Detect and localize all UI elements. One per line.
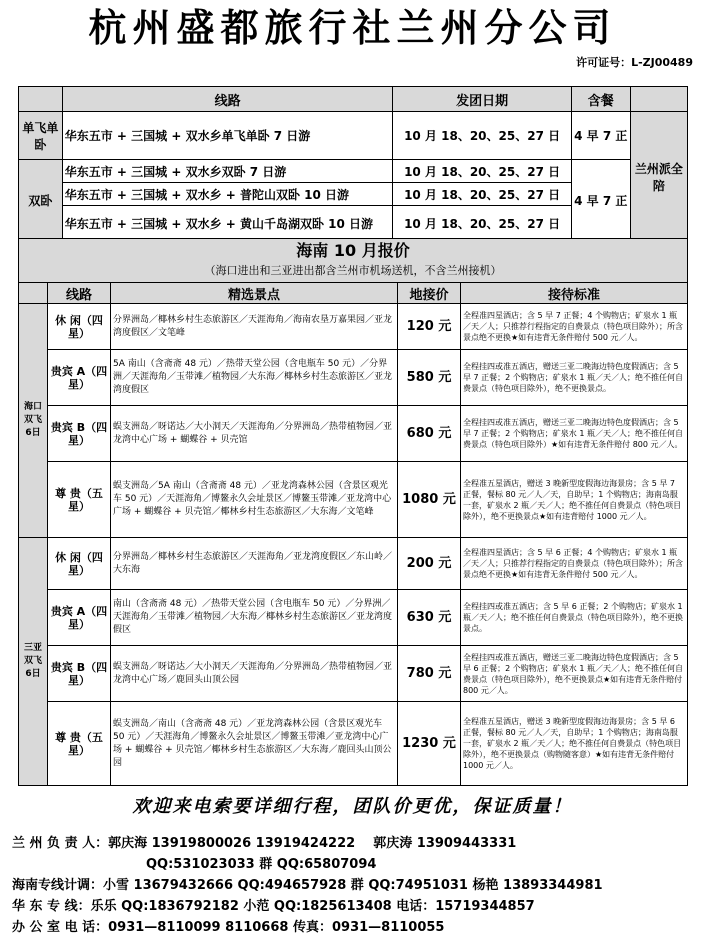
hainan-table xyxy=(18,282,688,786)
spots-cell: 蜈支洲岛／呀诺达／大小洞天／天涯海角／分界洲岛／热带植物园／亚龙湾中心广场 + 蝴蝶谷 + 贝壳馆 xyxy=(111,406,398,462)
corner-cell xyxy=(19,283,48,304)
meal-cell: 4 早 7 正 xyxy=(571,112,630,160)
contact-line: 华 东 专 线：乐乐 QQ:1836792182 小范 QQ:1825613408 电话：15719344857 xyxy=(12,899,535,914)
date-cell: 10 月 18、20、25、27 日 xyxy=(393,112,571,160)
standard-cell: 全程准四星酒店；含 5 早 6 正餐；4 个购物店；矿泉水 1 瓶／天／人；只推荐行程指定的自费景点（特色项目除外）；所含景点绝不更换★如有违背无条件赔付 500 元／人。 xyxy=(461,538,688,590)
price-cell: 630 元 xyxy=(398,590,461,646)
price-cell: 580 元 xyxy=(398,350,461,406)
level-cell: 贵宾 A（四星） xyxy=(48,590,111,646)
spots-cell: 分界洲岛／椰林乡村生态旅游区／天涯海角／亚龙湾度假区／东山岭／大东海 xyxy=(111,538,398,590)
contact-line: QQ:531023033 群 QQ:65807094 xyxy=(146,857,377,872)
standard-header: 接待标准 xyxy=(461,283,688,304)
standard-cell: 全程准四星酒店；含 5 早 7 正餐；4 个购物店；矿泉水 1 瓶／天／人；只推荐行程指定的自费景点（特色项目除外）；所含景点绝不更换★如有违背无条件赔付 500 元／人。 xyxy=(461,304,688,350)
route-header: 线路 xyxy=(48,283,111,304)
contact-second: 郭庆涛 13909443331 xyxy=(373,836,517,851)
contact-main: 兰 州 负 责 人：郭庆海 13919800026 13919424222 xyxy=(12,836,356,851)
price-cell: 780 元 xyxy=(398,646,461,702)
standard-cell: 全程准五星酒店，赠送 3 晚新型度假海边海景房；含 5 早 6 正餐，餐标 80 元／人／天，自助早；1 个购物店；海南岛服一套，矿泉水 2 瓶／天／人；绝不推任何自费景点（特色项目除外），绝不更换景点（购物随客意）★如有违背无条件赔付 1000 元／人。 xyxy=(461,702,688,786)
haikou-label: 海口双飞6日 xyxy=(19,304,48,538)
sanya-label: 三亚双飞6日 xyxy=(19,538,48,786)
blank-header xyxy=(630,87,687,112)
date-cell: 10 月 18、20、25、27 日 xyxy=(393,206,571,242)
level-cell: 尊 贵（五星） xyxy=(48,462,111,538)
date-cell: 10 月 18、20、25、27 日 xyxy=(393,160,571,183)
level-cell: 尊 贵（五星） xyxy=(48,702,111,786)
spots-cell: 蜈支洲岛／南山（含斋斋 48 元）／亚龙湾森林公园（含景区观光车 50 元）／天涯海角／博鳌永久会址景区／博鳌玉带滩／亚龙湾中心广场 + 蝴蝶谷 + 贝壳馆／椰林乡村生态旅游区／大东海／鹿回头山顶公园 xyxy=(111,702,398,786)
hainan-banner xyxy=(18,238,688,284)
meal-header: 含餐 xyxy=(571,87,630,112)
standard-cell: 全程挂四或准五酒店；含 5 早 6 正餐；2 个购物店；矿泉水 1 瓶／天／人；绝不推任何自费景点（特色项目除外），绝不更换景点。 xyxy=(461,590,688,646)
single-label: 单飞单卧 xyxy=(19,112,63,160)
level-cell: 休 闲（四星） xyxy=(48,304,111,350)
price-cell: 120 元 xyxy=(398,304,461,350)
contact-line xyxy=(12,833,695,854)
contact-footer xyxy=(12,833,695,938)
standard-cell: 全程挂四或准五酒店，赠送三亚二晚海边特色度假酒店；含 5 早 7 正餐；2 个购物店；矿泉水 1 瓶／天／人；绝不推任何自费景点（特色项目除外），绝不更换景点。 xyxy=(461,350,688,406)
route-cell: 华东五市 + 三国城 + 双水乡单飞单卧 7 日游 xyxy=(62,112,393,160)
date-cell: 10 月 18、20、25、27 日 xyxy=(393,183,571,206)
meal-cell: 4 早 7 正 xyxy=(571,160,630,242)
route-header: 线路 xyxy=(62,87,393,112)
level-cell: 贵宾 B（四星） xyxy=(48,646,111,702)
contact-line: 海南专线计调：小雪 13679432666 QQ:494657928 群 QQ:74951031 杨艳 13893344981 xyxy=(12,878,603,893)
spots-header: 精选景点 xyxy=(111,283,398,304)
price-cell: 1080 元 xyxy=(398,462,461,538)
spots-cell: 南山（含斋斋 48 元）／热带天堂公园（含电瓶车 50 元）／分界洲／天涯海角／玉带滩／植物园／大东海／椰林乡村生态旅游区／亚龙湾度假区 xyxy=(111,590,398,646)
date-header: 发团日期 xyxy=(393,87,571,112)
spots-cell: 蜈支洲岛／呀诺达／大小洞天／天涯海角／分界洲岛／热带植物园／亚龙湾中心广场／鹿回头山顶公园 xyxy=(111,646,398,702)
spots-cell: 5A 南山（含斋斋 48 元）／热带天堂公园（含电瓶车 50 元）／分界洲／天涯海角／玉带滩／植物园／大东海／椰林乡村生态旅游区／亚龙湾度假区 xyxy=(111,350,398,406)
welcome-slogan: 欢迎来电索要详细行程，团队价更优，保证质量！ xyxy=(132,796,573,817)
price-header: 地接价 xyxy=(398,283,461,304)
double-label: 双卧 xyxy=(19,160,63,242)
level-cell: 贵宾 A（四星） xyxy=(48,350,111,406)
guide-cell: 兰州派全陪 xyxy=(630,112,687,242)
route-cell: 华东五市 + 三国城 + 双水乡 + 普陀山双卧 10 日游 xyxy=(62,183,393,206)
license-number: 许可证号：L-ZJ00489 xyxy=(576,56,693,69)
route-cell: 华东五市 + 三国城 + 双水乡 + 黄山千岛湖双卧 10 日游 xyxy=(62,206,393,242)
contact-line: 办 公 室 电 话：0931—8110099 8110668 传真：0931—8110055 xyxy=(12,920,445,935)
hainan-title: 海南 10 月报价 xyxy=(296,241,410,260)
level-cell: 休 闲（四星） xyxy=(48,538,111,590)
east-china-table xyxy=(18,86,688,242)
route-cell: 华东五市 + 三国城 + 双水乡双卧 7 日游 xyxy=(62,160,393,183)
spots-cell: 分界洲岛／椰林乡村生态旅游区／天涯海角／海南农垦万嘉果园／亚龙湾度假区／文笔峰 xyxy=(111,304,398,350)
page-title: 杭州盛都旅行社兰州分公司 xyxy=(88,6,617,50)
price-cell: 680 元 xyxy=(398,406,461,462)
price-cell: 200 元 xyxy=(398,538,461,590)
standard-cell: 全程准五星酒店，赠送 3 晚新型度假海边海景房；含 5 早 7 正餐，餐标 80 元／人／天，自助早；1 个购物店；海南岛服一套，矿泉水 2 瓶／天／人；绝不推任何自费景点（特色项目除外），绝不更换景点★如有违背赔付 1000 元／人。 xyxy=(461,462,688,538)
standard-cell: 全程挂四或准五酒店，赠送三亚二晚海边特色度假酒店；含 5 早 7 正餐；2 个购物店；矿泉水 1 瓶／天／人；绝不推任何自费景点（特色项目除外）★如有违背无条件赔付 800 元／人。 xyxy=(461,406,688,462)
spots-cell: 蜈支洲岛／5A 南山（含斋斋 48 元）／亚龙湾森林公园（含景区观光车 50 元）／天涯海角／博鳌永久会址景区／博鳌玉带滩／亚龙湾中心广场 + 蝴蝶谷 + 贝壳馆／椰林乡村生态旅游区／大东海／文笔峰 xyxy=(111,462,398,538)
level-cell: 贵宾 B（四星） xyxy=(48,406,111,462)
standard-cell: 全程挂四或准五酒店，赠送三亚二晚海边特色度假酒店；含 5 早 6 正餐；2 个购物店；矿泉水 1 瓶／天／人；绝不推任何自费景点（特色项目除外），绝不更换景点★如有违背无条件赔付 800 元／人。 xyxy=(461,646,688,702)
hainan-note: （海口进出和三亚进出都含兰州市机场送机，不含兰州接机） xyxy=(204,264,502,277)
corner-cell xyxy=(19,87,63,112)
price-cell: 1230 元 xyxy=(398,702,461,786)
